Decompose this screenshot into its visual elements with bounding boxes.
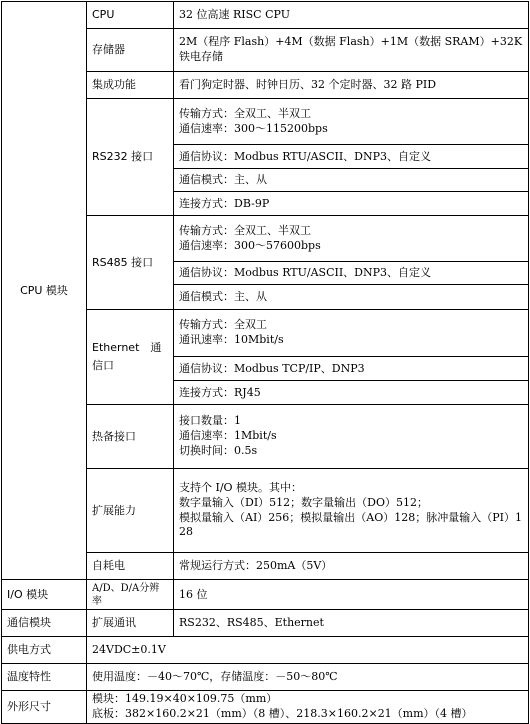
rs485-label: RS485 接口 bbox=[87, 216, 174, 310]
comm-value: RS232、RS485、Ethernet bbox=[174, 610, 529, 637]
row-io bbox=[2, 580, 529, 610]
ethernet-label: Ethernet 通 信口 bbox=[87, 310, 174, 405]
rs232-mode-rate bbox=[174, 99, 529, 145]
rs485-mode: 传输方式：全双工、半双工 bbox=[179, 223, 311, 237]
rs232-rate: 通信速率：300～115200bps bbox=[179, 121, 328, 135]
rs232-connector: 连接方式：DB-9P bbox=[174, 192, 529, 216]
row-cpu bbox=[2, 2, 529, 29]
comm-sub: 扩展通讯 bbox=[87, 610, 174, 637]
dimensions-line1: 模块：149.19×40×109.75（mm） bbox=[92, 692, 278, 705]
supply-label: 供电方式 bbox=[2, 637, 87, 664]
rs485-role: 通信模式：主、从 bbox=[174, 285, 529, 310]
dimensions-line2: 底板：382×160.2×21（mm）（8 槽）、218.3×160.2×21（mm）（4 槽） bbox=[92, 706, 473, 720]
memory-value: 2M（程序 Flash）+4M（数据 Flash）+1M（数据 SRAM）+32K 铁电存储 bbox=[174, 29, 529, 72]
ethernet-mode: 传输方式：全双工 bbox=[179, 318, 267, 332]
expansion-line3: 模拟量输入（AI）256；模拟量输出（AO）128；脉冲量输入（PI）128 bbox=[179, 510, 522, 539]
rs232-role: 通信模式：主、从 bbox=[174, 169, 529, 192]
hotstandby-switch: 切换时间：0.5s bbox=[179, 443, 258, 457]
dimensions-label: 外形尺寸 bbox=[2, 691, 87, 724]
hotstandby-rate: 通信速率：1Mbit/s bbox=[179, 429, 277, 443]
expansion-line1: 支持个 I/O 模块。其中： bbox=[179, 480, 303, 494]
comm-label: 通信模块 bbox=[2, 610, 87, 637]
temperature-label: 温度特性 bbox=[2, 664, 87, 691]
io-label: I/O 模块 bbox=[2, 580, 87, 610]
row-temperature bbox=[2, 664, 529, 691]
row-dimensions bbox=[2, 691, 529, 724]
spec-table bbox=[1, 1, 529, 724]
expansion-line2: 数字量输入（DI）512；数字量输出（DO）512； bbox=[179, 495, 428, 509]
power-label: 自耗电 bbox=[87, 553, 174, 580]
hotstandby-label: 热备接口 bbox=[87, 405, 174, 469]
hotstandby-values bbox=[174, 405, 529, 469]
io-value: 16 位 bbox=[174, 580, 529, 610]
hotstandby-count: 接口数量：1 bbox=[179, 414, 241, 428]
dimensions-values bbox=[87, 691, 529, 724]
rs232-mode: 传输方式：全双工、半双工 bbox=[179, 106, 311, 120]
rs485-protocol: 通信协议：Modbus RTU/ASCII、DNP3、自定义 bbox=[174, 262, 529, 285]
ethernet-mode-rate bbox=[174, 310, 529, 357]
ethernet-rate: 通讯速率：10Mbit/s bbox=[179, 333, 284, 346]
cpu-module-label: CPU 模块 bbox=[2, 2, 87, 580]
integrated-value: 看门狗定时器、时钟日历、32 个定时器、32 路 PID bbox=[174, 72, 529, 99]
row-comm bbox=[2, 610, 529, 637]
expansion-label: 扩展能力 bbox=[87, 469, 174, 553]
rs485-mode-rate bbox=[174, 216, 529, 262]
expansion-values bbox=[174, 469, 529, 553]
memory-label: 存储器 bbox=[87, 29, 174, 72]
integrated-label: 集成功能 bbox=[87, 72, 174, 99]
power-value: 常规运行方式：250mA（5V） bbox=[174, 553, 529, 580]
cpu-label: CPU bbox=[87, 2, 174, 29]
cpu-value: 32 位高速 RISC CPU bbox=[174, 2, 529, 29]
rs485-rate: 通信速率：300～57600bps bbox=[179, 238, 321, 252]
rs232-protocol: 通信协议：Modbus RTU/ASCII、DNP3、自定义 bbox=[174, 145, 529, 169]
io-sub: A/D、D/A分辨率 bbox=[87, 580, 174, 610]
row-supply bbox=[2, 637, 529, 664]
rs232-label: RS232 接口 bbox=[87, 99, 174, 216]
ethernet-protocol: 通信协议：Modbus TCP/IP、DNP3 bbox=[174, 357, 529, 381]
supply-value: 24VDC±0.1V bbox=[87, 637, 529, 664]
ethernet-connector: 连接方式：RJ45 bbox=[174, 381, 529, 405]
temperature-value: 使用温度：－40～70℃，存储温度：－50～80℃ bbox=[87, 664, 529, 691]
